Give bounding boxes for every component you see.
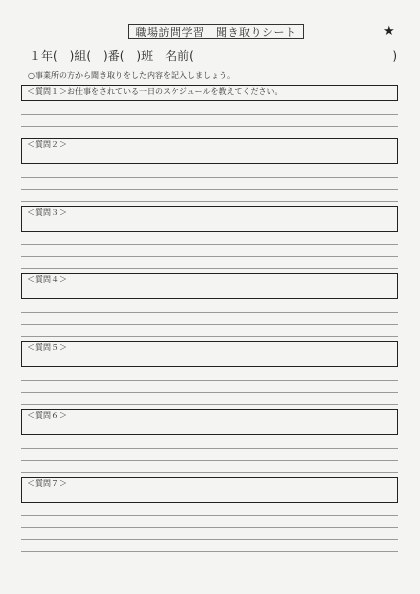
question-5-box <box>21 341 398 367</box>
answer-line <box>21 201 398 202</box>
student-info-text: １年( )組( )番( )班 名前( <box>29 49 194 63</box>
student-info-line <box>29 48 399 64</box>
question-5-label: ＜質問５＞ <box>27 343 67 352</box>
question-7-box <box>21 477 398 503</box>
question-7-label: ＜質問７＞ <box>27 479 67 488</box>
answer-line <box>21 177 398 178</box>
answer-line <box>21 312 398 313</box>
question-2-label: ＜質問２＞ <box>27 140 67 149</box>
instruction-text: ○事業所の方から聞き取りをした内容を記入しましょう。 <box>28 71 235 80</box>
question-3-box <box>21 206 398 232</box>
sheet-title: 職場訪問学習 聞き取りシート <box>128 24 304 39</box>
question-6-label: ＜質問６＞ <box>27 411 67 420</box>
answer-line <box>21 114 398 115</box>
answer-line <box>21 404 398 405</box>
answer-line <box>21 256 398 257</box>
answer-line <box>21 380 398 381</box>
question-3-label: ＜質問３＞ <box>27 208 67 217</box>
answer-line <box>21 515 398 516</box>
star-mark: ★ <box>383 24 395 39</box>
answer-line <box>21 336 398 337</box>
answer-line <box>21 324 398 325</box>
answer-line <box>21 189 398 190</box>
question-4-box <box>21 273 398 299</box>
question-6-box <box>21 409 398 435</box>
question-2-box <box>21 138 398 164</box>
answer-line <box>21 126 398 127</box>
answer-line <box>21 472 398 473</box>
answer-line <box>21 460 398 461</box>
name-close-paren: ) <box>392 49 397 63</box>
answer-line <box>21 448 398 449</box>
question-1-label: ＜質問１＞お仕事をされている一日のスケジュールを教えてください。 <box>27 87 283 96</box>
question-1-box <box>21 85 398 101</box>
answer-line <box>21 551 398 552</box>
answer-line <box>21 392 398 393</box>
answer-line <box>21 527 398 528</box>
question-4-label: ＜質問４＞ <box>27 275 67 284</box>
answer-line <box>21 244 398 245</box>
answer-line <box>21 268 398 269</box>
answer-line <box>21 539 398 540</box>
